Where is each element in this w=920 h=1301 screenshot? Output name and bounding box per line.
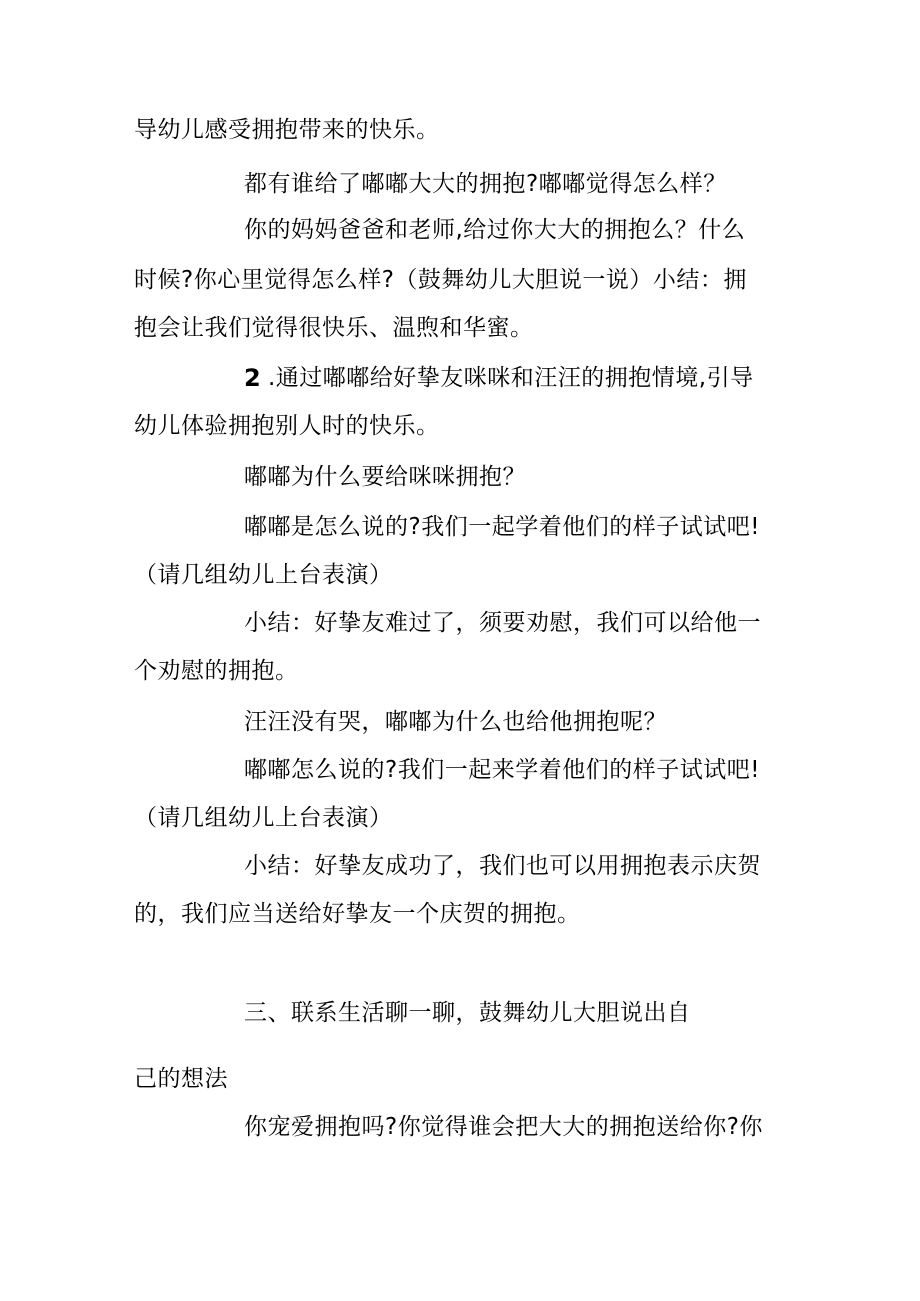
paragraph-line: 抱会让我们觉得很快乐、温煦和华蜜。 bbox=[134, 315, 534, 341]
paragraph-line: .通过嘟嘟给好挚友咪咪和汪汪的拥抱情境,引导 bbox=[268, 365, 754, 391]
paragraph-line: 嘟嘟为什么要给咪咪拥抱？ bbox=[244, 464, 526, 490]
paragraph-line: 个劝慰的拥抱。 bbox=[134, 658, 299, 684]
paragraph-line: 汪汪没有哭，嘟嘟为什么也给他拥抱呢？ bbox=[244, 709, 667, 735]
paragraph-line: 导幼儿感受拥抱带来的快乐。 bbox=[134, 117, 440, 143]
paragraph-line: （请几组幼儿上台表演） bbox=[134, 562, 393, 588]
paragraph-line: 嘟嘟是怎么说的?我们一起学着他们的样子试试吧! bbox=[244, 514, 760, 540]
section-heading: 三、联系生活聊一聊，鼓舞幼儿大胆说出自 bbox=[244, 1000, 691, 1026]
paragraph-line: 你宠爱拥抱吗?你觉得谁会把大大的拥抱送给你?你 bbox=[244, 1114, 763, 1140]
paragraph-line: 小结：好挚友成功了，我们也可以用拥抱表示庆贺 bbox=[244, 853, 761, 879]
list-number: 2 bbox=[244, 364, 262, 392]
section-heading: 己的想法 bbox=[134, 1066, 228, 1092]
paragraph-line: 的，我们应当送给好挚友一个庆贺的拥抱。 bbox=[134, 901, 581, 927]
paragraph-line: 都有谁给了嘟嘟大大的拥抱?嘟嘟觉得怎么样？ bbox=[244, 171, 727, 197]
paragraph-line: 你的妈妈爸爸和老师,给过你大大的拥抱么？什么 bbox=[244, 217, 746, 243]
paragraph-line: 小结：好挚友难过了，须要劝慰，我们可以给他一 bbox=[244, 610, 761, 636]
paragraph-line: 时候?你心里觉得怎么样?（鼓舞幼儿大胆说一说）小结：拥 bbox=[134, 267, 747, 293]
paragraph-line: 幼儿体验拥抱别人时的快乐。 bbox=[134, 413, 440, 439]
paragraph-line: 嘟嘟怎么说的?我们一起来学着他们的样子试试吧! bbox=[244, 757, 760, 783]
paragraph-line: （请几组幼儿上台表演） bbox=[134, 805, 393, 831]
